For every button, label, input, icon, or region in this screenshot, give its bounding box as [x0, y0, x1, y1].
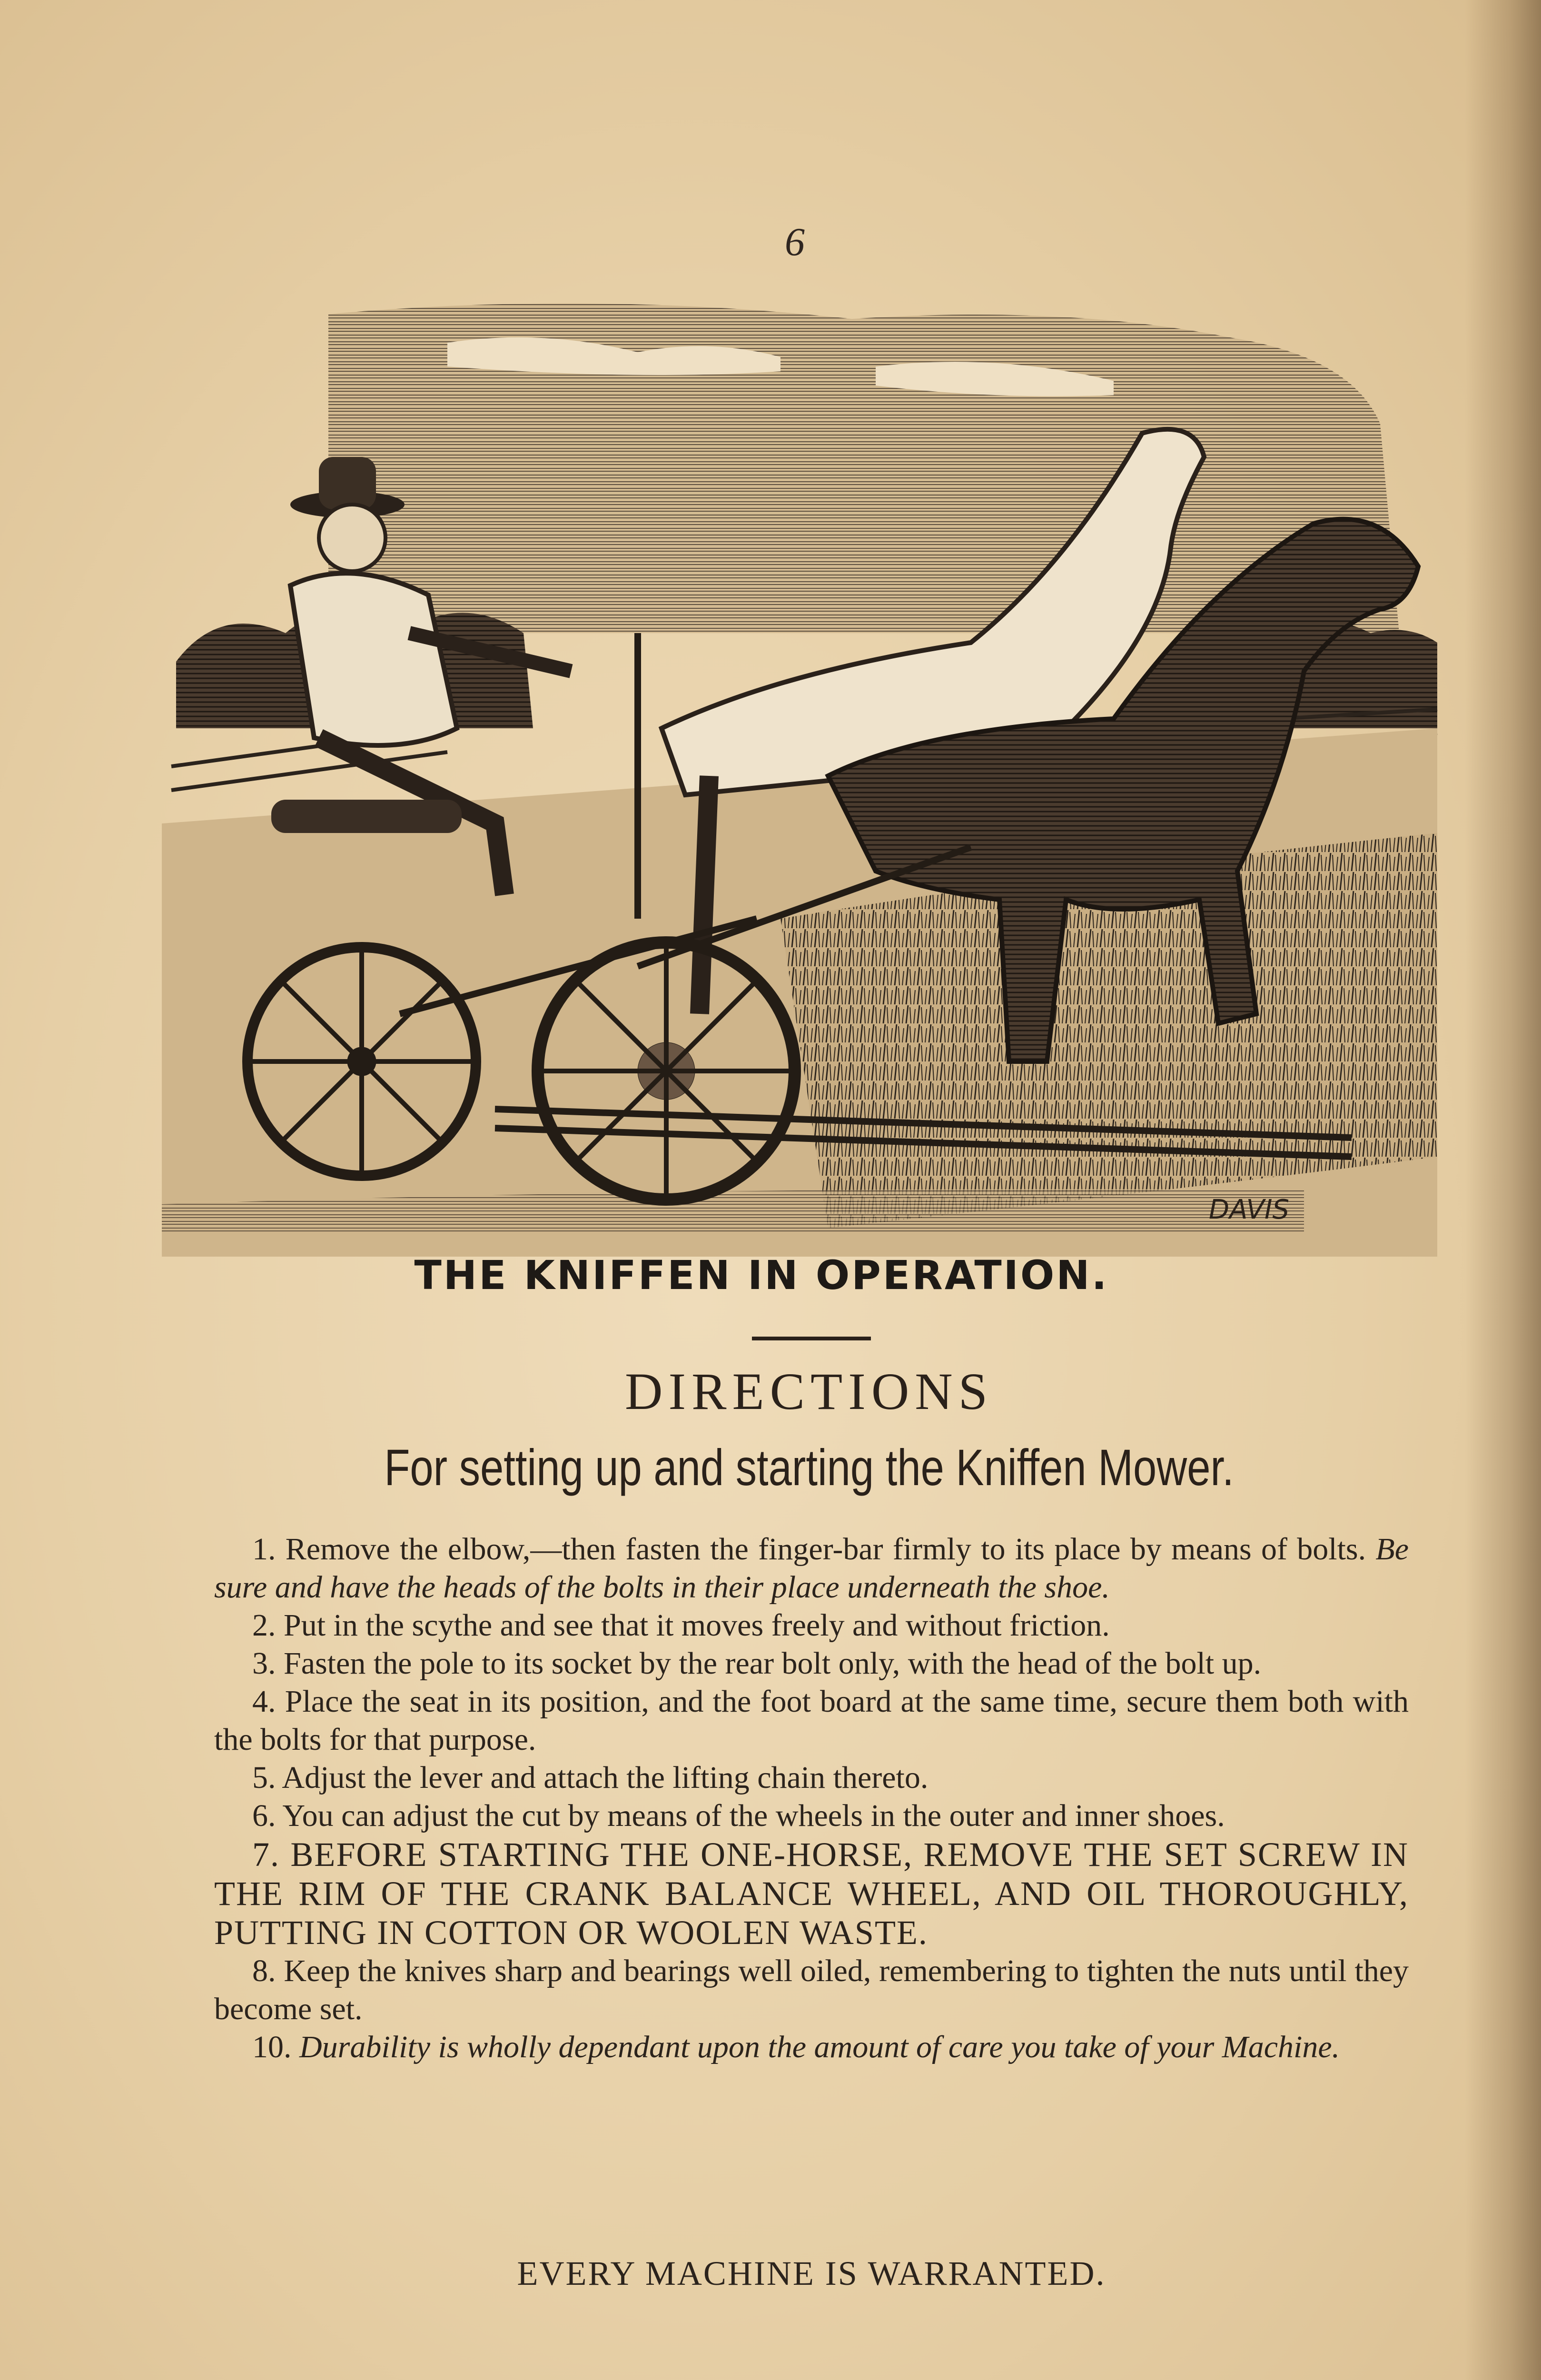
divider-rule: [752, 1337, 871, 1340]
direction-emphasis: Durability is wholly dependant upon the amount of care you take of your Machine.: [299, 2030, 1340, 2064]
drive-wheel: [538, 942, 795, 1200]
direction-text: 2. Put in the scythe and see that it moves freely and without friction.: [252, 1608, 1110, 1643]
page-number: 6: [785, 220, 805, 264]
rear-wheel: [247, 947, 476, 1176]
direction-text: 6. You can adjust the cut by means of the wheels in the outer and inner shoes.: [252, 1798, 1225, 1833]
direction-item: [214, 2028, 1409, 2066]
direction-text: 8. Keep the knives sharp and bearings well oiled, remembering to tighten the nuts until they become set.: [214, 1954, 1409, 2026]
illustration-caption: THE KNIFFEN IN OPERATION.: [414, 1252, 1109, 1299]
direction-item: [214, 1952, 1409, 2028]
direction-text: 10.: [252, 2030, 292, 2064]
direction-text: 7. BEFORE STARTING THE ONE-HORSE, REMOVE THE SET SCREW IN THE RIM OF THE CRANK BALANCE WHEEL, AND OIL THOROUGHLY, PUTTING IN COTTON OR WOOLEN WASTE.: [214, 1835, 1409, 1952]
direction-text: 5. Adjust the lever and attach the lifting chain thereto.: [252, 1760, 929, 1795]
direction-text: 4. Place the seat in its position, and the foot board at the same time, secure them both with the bolts for that purpose.: [214, 1684, 1409, 1757]
direction-item: [214, 1530, 1409, 1606]
direction-item-caps: [214, 1835, 1409, 1952]
direction-emphasis: Be sure and have the heads of the bolts in their place underneath the shoe.: [214, 1532, 1409, 1605]
direction-text: 1. Remove the elbow,—then fasten the finger-bar firmly to its place by means of bolts.: [252, 1532, 1366, 1567]
direction-item: [214, 1606, 1409, 1645]
direction-item: [214, 1759, 1409, 1797]
warranty-notice: EVERY MACHINE IS WARRANTED.: [517, 2254, 1106, 2292]
direction-item: [214, 1797, 1409, 1835]
direction-item: [214, 1645, 1409, 1683]
directions-subheading: For setting up and starting the Kniffen Mower.: [384, 1438, 1234, 1496]
direction-text: 3. Fasten the pole to its socket by the rear bolt only, with the head of the bolt up.: [252, 1646, 1262, 1681]
directions-heading: DIRECTIONS: [625, 1362, 993, 1420]
direction-item: [214, 1683, 1409, 1759]
engraver-signature: DAVIS: [1209, 1194, 1290, 1225]
directions-list: [214, 1530, 1409, 2066]
spine-shadow: [1465, 0, 1541, 2380]
mower-engraving: [162, 300, 1447, 1257]
